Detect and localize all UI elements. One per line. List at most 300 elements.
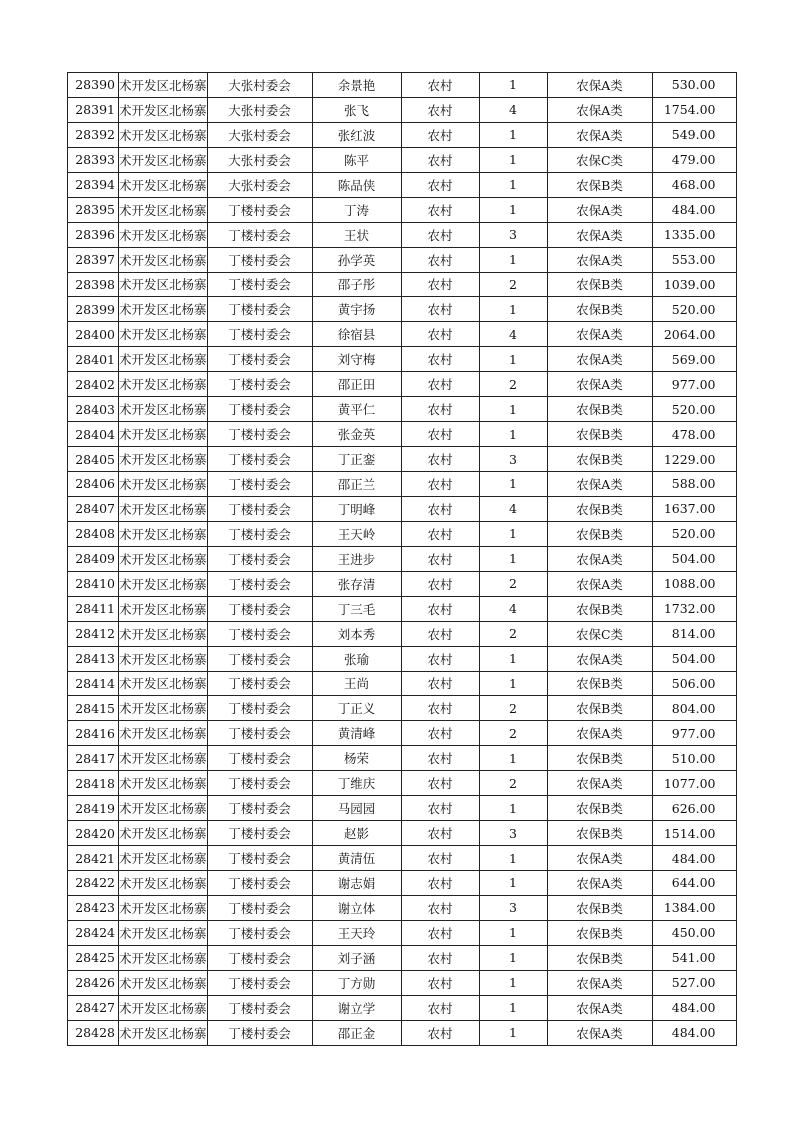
table-row xyxy=(68,821,737,846)
table-row xyxy=(68,73,737,98)
id-cell: 28399 xyxy=(68,297,119,322)
name-cell: 刘守梅 xyxy=(312,347,401,372)
table-row xyxy=(68,297,737,322)
id-cell: 28419 xyxy=(68,796,119,821)
table-row xyxy=(68,771,737,796)
count-cell: 1 xyxy=(479,122,547,147)
name-cell: 邵正田 xyxy=(312,372,401,397)
count-cell: 1 xyxy=(479,746,547,771)
table-row xyxy=(68,546,737,571)
count-cell: 1 xyxy=(479,970,547,995)
village-cell: 丁楼村委会 xyxy=(207,796,312,821)
table-row xyxy=(68,871,737,896)
id-cell: 28395 xyxy=(68,197,119,222)
category-cell: 农保A类 xyxy=(547,73,652,98)
table-row xyxy=(68,197,737,222)
area-cell: 农村 xyxy=(401,621,479,646)
amount-cell: 977.00 xyxy=(652,721,736,746)
count-cell: 1 xyxy=(479,546,547,571)
name-cell: 王天岭 xyxy=(312,521,401,546)
name-cell: 张存清 xyxy=(312,571,401,596)
category-cell: 农保B类 xyxy=(547,696,652,721)
id-cell: 28415 xyxy=(68,696,119,721)
count-cell: 1 xyxy=(479,846,547,871)
area-cell: 农村 xyxy=(401,920,479,945)
area-cell: 农村 xyxy=(401,696,479,721)
village-cell: 丁楼村委会 xyxy=(207,995,312,1020)
amount-cell: 1077.00 xyxy=(652,771,736,796)
table-row xyxy=(68,122,737,147)
id-cell: 28404 xyxy=(68,422,119,447)
id-cell: 28392 xyxy=(68,122,119,147)
table-row xyxy=(68,422,737,447)
count-cell: 1 xyxy=(479,521,547,546)
category-cell: 农保A类 xyxy=(547,97,652,122)
category-cell: 农保B类 xyxy=(547,945,652,970)
town-cell: 术开发区北杨寨 xyxy=(119,746,208,771)
id-cell: 28407 xyxy=(68,496,119,521)
amount-cell: 1384.00 xyxy=(652,895,736,920)
area-cell: 农村 xyxy=(401,73,479,98)
id-cell: 28391 xyxy=(68,97,119,122)
id-cell: 28410 xyxy=(68,571,119,596)
area-cell: 农村 xyxy=(401,147,479,172)
category-cell: 农保B类 xyxy=(547,172,652,197)
count-cell: 1 xyxy=(479,397,547,422)
town-cell: 术开发区北杨寨 xyxy=(119,521,208,546)
town-cell: 术开发区北杨寨 xyxy=(119,895,208,920)
area-cell: 农村 xyxy=(401,771,479,796)
category-cell: 农保B类 xyxy=(547,671,652,696)
area-cell: 农村 xyxy=(401,995,479,1020)
village-cell: 丁楼村委会 xyxy=(207,397,312,422)
count-cell: 4 xyxy=(479,596,547,621)
table-row xyxy=(68,447,737,472)
id-cell: 28400 xyxy=(68,322,119,347)
count-cell: 1 xyxy=(479,671,547,696)
category-cell: 农保A类 xyxy=(547,347,652,372)
table-row xyxy=(68,646,737,671)
id-cell: 28417 xyxy=(68,746,119,771)
name-cell: 王天玲 xyxy=(312,920,401,945)
name-cell: 丁三毛 xyxy=(312,596,401,621)
id-cell: 28411 xyxy=(68,596,119,621)
amount-cell: 541.00 xyxy=(652,945,736,970)
amount-cell: 1039.00 xyxy=(652,272,736,297)
village-cell: 大张村委会 xyxy=(207,73,312,98)
area-cell: 农村 xyxy=(401,671,479,696)
name-cell: 陈品侠 xyxy=(312,172,401,197)
amount-cell: 450.00 xyxy=(652,920,736,945)
amount-cell: 530.00 xyxy=(652,73,736,98)
area-cell: 农村 xyxy=(401,347,479,372)
id-cell: 28393 xyxy=(68,147,119,172)
id-cell: 28405 xyxy=(68,447,119,472)
count-cell: 1 xyxy=(479,646,547,671)
table-row xyxy=(68,970,737,995)
town-cell: 术开发区北杨寨 xyxy=(119,846,208,871)
amount-cell: 1335.00 xyxy=(652,222,736,247)
village-cell: 丁楼村委会 xyxy=(207,372,312,397)
town-cell: 术开发区北杨寨 xyxy=(119,472,208,497)
town-cell: 术开发区北杨寨 xyxy=(119,945,208,970)
area-cell: 农村 xyxy=(401,422,479,447)
town-cell: 术开发区北杨寨 xyxy=(119,172,208,197)
area-cell: 农村 xyxy=(401,796,479,821)
table-row xyxy=(68,945,737,970)
village-cell: 丁楼村委会 xyxy=(207,821,312,846)
village-cell: 丁楼村委会 xyxy=(207,721,312,746)
village-cell: 丁楼村委会 xyxy=(207,422,312,447)
table-row xyxy=(68,272,737,297)
amount-cell: 1637.00 xyxy=(652,496,736,521)
village-cell: 丁楼村委会 xyxy=(207,222,312,247)
id-cell: 28394 xyxy=(68,172,119,197)
area-cell: 农村 xyxy=(401,472,479,497)
table-row xyxy=(68,472,737,497)
amount-cell: 510.00 xyxy=(652,746,736,771)
id-cell: 28413 xyxy=(68,646,119,671)
village-cell: 丁楼村委会 xyxy=(207,297,312,322)
village-cell: 大张村委会 xyxy=(207,147,312,172)
count-cell: 2 xyxy=(479,571,547,596)
category-cell: 农保B类 xyxy=(547,796,652,821)
category-cell: 农保A类 xyxy=(547,721,652,746)
id-cell: 28390 xyxy=(68,73,119,98)
count-cell: 3 xyxy=(479,821,547,846)
town-cell: 术开发区北杨寨 xyxy=(119,97,208,122)
amount-cell: 520.00 xyxy=(652,397,736,422)
name-cell: 谢立学 xyxy=(312,995,401,1020)
table-row xyxy=(68,846,737,871)
table-row xyxy=(68,671,737,696)
name-cell: 张瑜 xyxy=(312,646,401,671)
amount-cell: 644.00 xyxy=(652,871,736,896)
area-cell: 农村 xyxy=(401,1020,479,1045)
id-cell: 28414 xyxy=(68,671,119,696)
id-cell: 28421 xyxy=(68,846,119,871)
id-cell: 28427 xyxy=(68,995,119,1020)
area-cell: 农村 xyxy=(401,297,479,322)
village-cell: 丁楼村委会 xyxy=(207,671,312,696)
table-row xyxy=(68,322,737,347)
village-cell: 大张村委会 xyxy=(207,172,312,197)
count-cell: 1 xyxy=(479,422,547,447)
town-cell: 术开发区北杨寨 xyxy=(119,671,208,696)
id-cell: 28397 xyxy=(68,247,119,272)
village-cell: 丁楼村委会 xyxy=(207,546,312,571)
area-cell: 农村 xyxy=(401,247,479,272)
id-cell: 28416 xyxy=(68,721,119,746)
name-cell: 谢志娟 xyxy=(312,871,401,896)
village-cell: 丁楼村委会 xyxy=(207,496,312,521)
count-cell: 3 xyxy=(479,222,547,247)
town-cell: 术开发区北杨寨 xyxy=(119,920,208,945)
town-cell: 术开发区北杨寨 xyxy=(119,596,208,621)
id-cell: 28425 xyxy=(68,945,119,970)
town-cell: 术开发区北杨寨 xyxy=(119,871,208,896)
category-cell: 农保B类 xyxy=(547,746,652,771)
amount-cell: 504.00 xyxy=(652,646,736,671)
count-cell: 1 xyxy=(479,247,547,272)
name-cell: 刘本秀 xyxy=(312,621,401,646)
name-cell: 陈平 xyxy=(312,147,401,172)
count-cell: 1 xyxy=(479,995,547,1020)
amount-cell: 588.00 xyxy=(652,472,736,497)
amount-cell: 804.00 xyxy=(652,696,736,721)
category-cell: 农保B类 xyxy=(547,422,652,447)
town-cell: 术开发区北杨寨 xyxy=(119,1020,208,1045)
village-cell: 丁楼村委会 xyxy=(207,596,312,621)
id-cell: 28426 xyxy=(68,970,119,995)
area-cell: 农村 xyxy=(401,197,479,222)
count-cell: 2 xyxy=(479,696,547,721)
count-cell: 2 xyxy=(479,721,547,746)
id-cell: 28403 xyxy=(68,397,119,422)
village-cell: 丁楼村委会 xyxy=(207,696,312,721)
table-row xyxy=(68,696,737,721)
town-cell: 术开发区北杨寨 xyxy=(119,347,208,372)
amount-cell: 569.00 xyxy=(652,347,736,372)
category-cell: 农保A类 xyxy=(547,222,652,247)
table-row xyxy=(68,920,737,945)
amount-cell: 527.00 xyxy=(652,970,736,995)
id-cell: 28402 xyxy=(68,372,119,397)
town-cell: 术开发区北杨寨 xyxy=(119,422,208,447)
name-cell: 丁正义 xyxy=(312,696,401,721)
count-cell: 1 xyxy=(479,197,547,222)
count-cell: 1 xyxy=(479,347,547,372)
area-cell: 农村 xyxy=(401,846,479,871)
amount-cell: 1088.00 xyxy=(652,571,736,596)
amount-cell: 504.00 xyxy=(652,546,736,571)
town-cell: 术开发区北杨寨 xyxy=(119,696,208,721)
town-cell: 术开发区北杨寨 xyxy=(119,621,208,646)
id-cell: 28422 xyxy=(68,871,119,896)
count-cell: 1 xyxy=(479,297,547,322)
name-cell: 黄宇扬 xyxy=(312,297,401,322)
count-cell: 1 xyxy=(479,1020,547,1045)
table-row xyxy=(68,147,737,172)
village-cell: 丁楼村委会 xyxy=(207,646,312,671)
table-row xyxy=(68,721,737,746)
category-cell: 农保C类 xyxy=(547,147,652,172)
town-cell: 术开发区北杨寨 xyxy=(119,122,208,147)
village-cell: 丁楼村委会 xyxy=(207,1020,312,1045)
category-cell: 农保B类 xyxy=(547,447,652,472)
area-cell: 农村 xyxy=(401,372,479,397)
town-cell: 术开发区北杨寨 xyxy=(119,646,208,671)
category-cell: 农保A类 xyxy=(547,122,652,147)
town-cell: 术开发区北杨寨 xyxy=(119,372,208,397)
table-body xyxy=(68,73,737,1046)
amount-cell: 977.00 xyxy=(652,372,736,397)
town-cell: 术开发区北杨寨 xyxy=(119,322,208,347)
town-cell: 术开发区北杨寨 xyxy=(119,73,208,98)
count-cell: 2 xyxy=(479,621,547,646)
area-cell: 农村 xyxy=(401,596,479,621)
category-cell: 农保C类 xyxy=(547,621,652,646)
table-row xyxy=(68,347,737,372)
amount-cell: 484.00 xyxy=(652,995,736,1020)
name-cell: 丁明峰 xyxy=(312,496,401,521)
table-row xyxy=(68,746,737,771)
count-cell: 2 xyxy=(479,372,547,397)
name-cell: 黄平仁 xyxy=(312,397,401,422)
area-cell: 农村 xyxy=(401,97,479,122)
town-cell: 术开发区北杨寨 xyxy=(119,222,208,247)
town-cell: 术开发区北杨寨 xyxy=(119,197,208,222)
name-cell: 丁维庆 xyxy=(312,771,401,796)
table-row xyxy=(68,372,737,397)
area-cell: 农村 xyxy=(401,821,479,846)
name-cell: 丁涛 xyxy=(312,197,401,222)
town-cell: 术开发区北杨寨 xyxy=(119,297,208,322)
town-cell: 术开发区北杨寨 xyxy=(119,247,208,272)
village-cell: 丁楼村委会 xyxy=(207,322,312,347)
id-cell: 28406 xyxy=(68,472,119,497)
town-cell: 术开发区北杨寨 xyxy=(119,447,208,472)
category-cell: 农保A类 xyxy=(547,970,652,995)
category-cell: 农保A类 xyxy=(547,197,652,222)
count-cell: 1 xyxy=(479,472,547,497)
id-cell: 28424 xyxy=(68,920,119,945)
town-cell: 术开发区北杨寨 xyxy=(119,496,208,521)
amount-cell: 479.00 xyxy=(652,147,736,172)
category-cell: 农保A类 xyxy=(547,995,652,1020)
name-cell: 孙学英 xyxy=(312,247,401,272)
table-row xyxy=(68,496,737,521)
village-cell: 丁楼村委会 xyxy=(207,746,312,771)
area-cell: 农村 xyxy=(401,871,479,896)
town-cell: 术开发区北杨寨 xyxy=(119,721,208,746)
area-cell: 农村 xyxy=(401,122,479,147)
town-cell: 术开发区北杨寨 xyxy=(119,272,208,297)
category-cell: 农保A类 xyxy=(547,247,652,272)
village-cell: 丁楼村委会 xyxy=(207,472,312,497)
category-cell: 农保A类 xyxy=(547,1020,652,1045)
village-cell: 大张村委会 xyxy=(207,97,312,122)
category-cell: 农保B类 xyxy=(547,397,652,422)
category-cell: 农保A类 xyxy=(547,846,652,871)
table-row xyxy=(68,172,737,197)
name-cell: 王进步 xyxy=(312,546,401,571)
village-cell: 丁楼村委会 xyxy=(207,521,312,546)
table-row xyxy=(68,895,737,920)
amount-cell: 626.00 xyxy=(652,796,736,821)
village-cell: 丁楼村委会 xyxy=(207,871,312,896)
category-cell: 农保B类 xyxy=(547,496,652,521)
category-cell: 农保A类 xyxy=(547,546,652,571)
name-cell: 黄清伍 xyxy=(312,846,401,871)
area-cell: 农村 xyxy=(401,571,479,596)
category-cell: 农保B类 xyxy=(547,521,652,546)
category-cell: 农保A类 xyxy=(547,472,652,497)
id-cell: 28412 xyxy=(68,621,119,646)
area-cell: 农村 xyxy=(401,746,479,771)
category-cell: 农保A类 xyxy=(547,372,652,397)
category-cell: 农保A类 xyxy=(547,771,652,796)
category-cell: 农保B类 xyxy=(547,596,652,621)
amount-cell: 506.00 xyxy=(652,671,736,696)
category-cell: 农保B类 xyxy=(547,272,652,297)
town-cell: 术开发区北杨寨 xyxy=(119,147,208,172)
table-row xyxy=(68,397,737,422)
table-row xyxy=(68,796,737,821)
town-cell: 术开发区北杨寨 xyxy=(119,771,208,796)
name-cell: 邵正金 xyxy=(312,1020,401,1045)
area-cell: 农村 xyxy=(401,397,479,422)
count-cell: 3 xyxy=(479,895,547,920)
area-cell: 农村 xyxy=(401,496,479,521)
table-row xyxy=(68,571,737,596)
category-cell: 农保B类 xyxy=(547,920,652,945)
count-cell: 3 xyxy=(479,447,547,472)
name-cell: 马园园 xyxy=(312,796,401,821)
table-row xyxy=(68,247,737,272)
id-cell: 28408 xyxy=(68,521,119,546)
town-cell: 术开发区北杨寨 xyxy=(119,970,208,995)
id-cell: 28418 xyxy=(68,771,119,796)
name-cell: 杨荣 xyxy=(312,746,401,771)
name-cell: 余景艳 xyxy=(312,73,401,98)
name-cell: 刘子涵 xyxy=(312,945,401,970)
name-cell: 张金英 xyxy=(312,422,401,447)
village-cell: 丁楼村委会 xyxy=(207,895,312,920)
area-cell: 农村 xyxy=(401,222,479,247)
amount-cell: 1732.00 xyxy=(652,596,736,621)
village-cell: 丁楼村委会 xyxy=(207,347,312,372)
village-cell: 丁楼村委会 xyxy=(207,920,312,945)
table-row xyxy=(68,97,737,122)
id-cell: 28420 xyxy=(68,821,119,846)
amount-cell: 553.00 xyxy=(652,247,736,272)
village-cell: 丁楼村委会 xyxy=(207,247,312,272)
amount-cell: 814.00 xyxy=(652,621,736,646)
village-cell: 丁楼村委会 xyxy=(207,571,312,596)
village-cell: 丁楼村委会 xyxy=(207,621,312,646)
category-cell: 农保A类 xyxy=(547,571,652,596)
count-cell: 4 xyxy=(479,322,547,347)
area-cell: 农村 xyxy=(401,272,479,297)
amount-cell: 484.00 xyxy=(652,846,736,871)
village-cell: 大张村委会 xyxy=(207,122,312,147)
category-cell: 农保A类 xyxy=(547,646,652,671)
amount-cell: 478.00 xyxy=(652,422,736,447)
records-table xyxy=(67,72,737,1046)
area-cell: 农村 xyxy=(401,970,479,995)
id-cell: 28401 xyxy=(68,347,119,372)
area-cell: 农村 xyxy=(401,945,479,970)
village-cell: 丁楼村委会 xyxy=(207,197,312,222)
amount-cell: 520.00 xyxy=(652,297,736,322)
amount-cell: 520.00 xyxy=(652,521,736,546)
count-cell: 4 xyxy=(479,496,547,521)
town-cell: 术开发区北杨寨 xyxy=(119,397,208,422)
table-row xyxy=(68,995,737,1020)
amount-cell: 2064.00 xyxy=(652,322,736,347)
name-cell: 张红波 xyxy=(312,122,401,147)
name-cell: 王状 xyxy=(312,222,401,247)
category-cell: 农保A类 xyxy=(547,322,652,347)
village-cell: 丁楼村委会 xyxy=(207,970,312,995)
area-cell: 农村 xyxy=(401,895,479,920)
id-cell: 28428 xyxy=(68,1020,119,1045)
name-cell: 王尚 xyxy=(312,671,401,696)
area-cell: 农村 xyxy=(401,447,479,472)
name-cell: 丁方勋 xyxy=(312,970,401,995)
area-cell: 农村 xyxy=(401,721,479,746)
